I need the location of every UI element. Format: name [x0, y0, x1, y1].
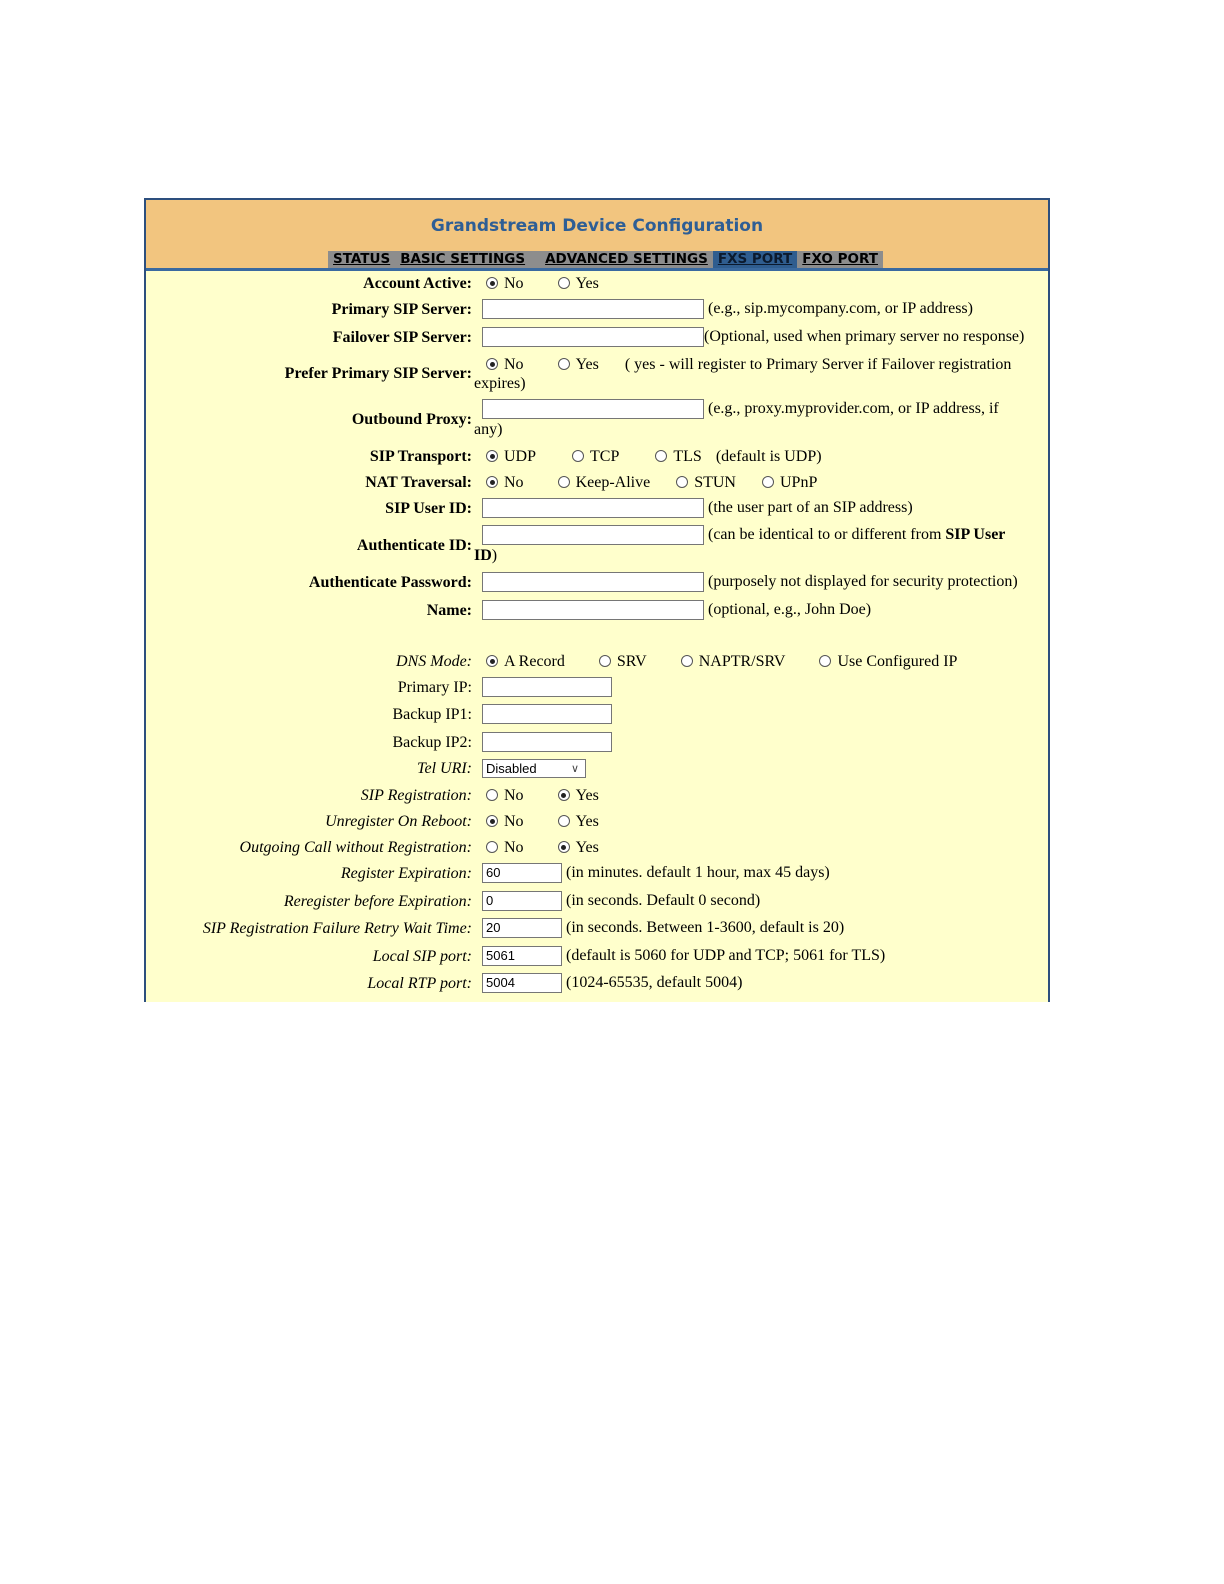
unregister-reboot-no[interactable] — [486, 813, 524, 831]
radio-icon[interactable] — [486, 277, 498, 289]
register-expiration-input[interactable]: 60 — [482, 863, 562, 883]
sip-user-id-input[interactable] — [482, 498, 704, 518]
unregister-reboot-label: Unregister On Reboot: — [325, 813, 472, 830]
radio-icon[interactable] — [558, 789, 570, 801]
name-hint: (optional, e.g., John Doe) — [708, 601, 872, 618]
option-label: Yes — [575, 356, 599, 373]
radio-icon[interactable] — [762, 476, 774, 488]
prefer-primary-hint: ( yes - will register to Primary Server if Failover registration — [624, 356, 1012, 373]
sip-user-id-control — [482, 498, 913, 518]
name-label: Name: — [426, 602, 472, 619]
authenticate-id-label: Authenticate ID: — [356, 537, 472, 554]
select-value: Disabled — [486, 761, 537, 776]
authenticate-id-control — [482, 525, 1005, 545]
option-label: TLS — [673, 448, 702, 465]
retry-wait-input[interactable]: 20 — [482, 918, 562, 938]
tel-uri-label: Tel URI: — [417, 760, 472, 777]
radio-icon[interactable] — [558, 815, 570, 827]
hint-bold-text: SIP User — [945, 526, 1006, 543]
sip-registration-label: SIP Registration: — [360, 787, 472, 804]
sip-transport-hint: (default is UDP) — [715, 448, 822, 465]
option-label: Yes — [575, 813, 599, 830]
unregister-reboot-options — [486, 813, 599, 831]
primary-sip-server-control — [482, 299, 973, 319]
register-expiration-label: Register Expiration: — [340, 865, 472, 882]
reregister-control — [482, 891, 760, 911]
outgoing-call-options — [486, 839, 599, 857]
hint-text: ) — [491, 547, 498, 564]
header-bar — [146, 200, 1048, 271]
option-label: Keep-Alive — [575, 474, 651, 491]
option-label: TCP — [590, 448, 620, 465]
outbound-proxy-hint: (e.g., proxy.myprovider.com, or IP address, if — [708, 400, 999, 417]
account-active-yes[interactable] — [558, 275, 599, 293]
outbound-proxy-label: Outbound Proxy: — [351, 411, 472, 428]
backup-ip2-label: Backup IP2: — [392, 734, 472, 751]
outgoing-call-label: Outgoing Call without Registration: — [239, 839, 472, 856]
retry-wait-control — [482, 918, 844, 938]
prefer-primary-label: Prefer Primary SIP Server: — [284, 365, 472, 382]
account-active-options — [486, 275, 599, 293]
outgoing-call-yes[interactable] — [558, 839, 599, 857]
outbound-proxy-input[interactable] — [482, 399, 704, 419]
dns-mode-options — [486, 653, 957, 671]
backup-ip1-input[interactable] — [482, 704, 612, 724]
option-label: No — [504, 356, 524, 373]
option-label: No — [504, 474, 524, 491]
hint-bold-text: ID — [474, 547, 492, 564]
prefer-primary-options — [486, 356, 1011, 374]
sip-registration-yes[interactable] — [558, 787, 599, 805]
prefer-primary-yes[interactable] — [558, 356, 599, 374]
tab-fxo-port[interactable]: FXO PORT — [802, 251, 878, 267]
primary-sip-server-label: Primary SIP Server: — [331, 301, 472, 318]
radio-icon[interactable] — [558, 358, 570, 370]
page-title: Grandstream Device Configuration — [430, 216, 764, 236]
backup-ip1-control — [482, 704, 612, 724]
reregister-input[interactable]: 0 — [482, 891, 562, 911]
radio-icon[interactable] — [486, 450, 498, 462]
register-expiration-hint: (in minutes. default 1 hour, max 45 days) — [566, 864, 830, 881]
auth-password-control — [482, 572, 1018, 592]
prefer-primary-hint-cont: expires) — [474, 375, 526, 392]
authenticate-id-hint-cont — [474, 547, 497, 565]
tab-fxs-port[interactable]: FXS PORT — [713, 251, 797, 268]
backup-ip2-input[interactable] — [482, 732, 612, 752]
radio-icon[interactable] — [486, 789, 498, 801]
failover-sip-server-input[interactable] — [482, 327, 704, 347]
radio-icon[interactable] — [676, 476, 688, 488]
nat-traversal-no[interactable] — [486, 474, 524, 492]
radio-icon[interactable] — [819, 655, 831, 667]
failover-sip-server-label: Failover SIP Server: — [332, 329, 472, 346]
sip-transport-tcp[interactable] — [572, 448, 619, 466]
backup-ip1-label: Backup IP1: — [392, 706, 472, 723]
outbound-proxy-hint-cont: any) — [474, 421, 503, 438]
radio-icon[interactable] — [486, 841, 498, 853]
radio-icon[interactable] — [558, 841, 570, 853]
auth-password-hint: (purposely not displayed for security protection) — [708, 573, 1018, 590]
outgoing-call-no[interactable] — [486, 839, 524, 857]
name-control — [482, 600, 871, 620]
radio-icon[interactable] — [681, 655, 693, 667]
hint-text: (can be identical to or different from — [708, 526, 946, 543]
option-label: NAPTR/SRV — [698, 653, 786, 670]
primary-sip-server-input[interactable] — [482, 299, 704, 319]
chevron-down-icon: ∨ — [570, 763, 579, 775]
option-label: No — [504, 839, 524, 856]
option-label: UDP — [504, 448, 537, 465]
prefer-primary-no[interactable] — [486, 356, 524, 374]
tab-status[interactable]: STATUS — [333, 251, 391, 267]
option-label: UPnP — [779, 474, 818, 491]
sip-user-id-label: SIP User ID: — [385, 500, 472, 517]
account-active-label: Account Active: — [363, 275, 472, 292]
option-label: SRV — [616, 653, 647, 670]
nat-traversal-upnp[interactable] — [762, 474, 817, 492]
radio-icon[interactable] — [486, 358, 498, 370]
dns-mode-srv[interactable] — [599, 653, 647, 671]
sip-registration-options — [486, 787, 599, 805]
name-input[interactable] — [482, 600, 704, 620]
primary-sip-server-hint: (e.g., sip.mycompany.com, or IP address) — [708, 300, 973, 317]
radio-icon[interactable] — [558, 277, 570, 289]
radio-icon[interactable] — [486, 476, 498, 488]
local-sip-port-label: Local SIP port: — [372, 948, 472, 965]
radio-icon[interactable] — [655, 450, 667, 462]
nat-traversal-label: NAT Traversal: — [365, 474, 472, 491]
dns-mode-use-configured-ip[interactable] — [819, 653, 957, 671]
register-expiration-control — [482, 863, 830, 883]
auth-password-input[interactable] — [482, 572, 704, 592]
primary-ip-input[interactable] — [482, 677, 612, 697]
authenticate-id-hint — [708, 526, 1005, 544]
option-label: STUN — [694, 474, 736, 491]
option-label: Yes — [575, 839, 599, 856]
nat-traversal-keep-alive[interactable] — [558, 474, 651, 492]
failover-sip-server-control — [482, 327, 1024, 347]
nat-traversal-options — [486, 474, 817, 492]
dns-mode-label: DNS Mode: — [396, 653, 472, 670]
config-panel — [144, 198, 1050, 1002]
dns-mode-naptr-srv[interactable] — [681, 653, 786, 671]
radio-icon[interactable] — [599, 655, 611, 667]
local-rtp-port-hint: (1024-65535, default 5004) — [566, 974, 743, 991]
authenticate-id-input[interactable] — [482, 525, 704, 545]
outbound-proxy-control — [482, 399, 999, 419]
option-label: Yes — [575, 275, 599, 292]
primary-ip-label: Primary IP: — [397, 679, 472, 696]
tel-uri-select[interactable] — [482, 759, 586, 778]
radio-icon[interactable] — [486, 655, 498, 667]
local-rtp-port-label: Local RTP port: — [367, 975, 472, 992]
radio-icon[interactable] — [486, 815, 498, 827]
retry-wait-label: SIP Registration Failure Retry Wait Time: — [202, 920, 472, 937]
account-active-no[interactable] — [486, 275, 524, 293]
option-label: A Record — [504, 653, 565, 670]
local-rtp-port-input[interactable]: 5004 — [482, 973, 562, 993]
failover-sip-server-hint: (Optional, used when primary server no response) — [704, 328, 1025, 345]
unregister-reboot-yes[interactable] — [558, 813, 599, 831]
sip-registration-no[interactable] — [486, 787, 524, 805]
dns-mode-a-record[interactable] — [486, 653, 565, 671]
local-rtp-port-control — [482, 973, 742, 993]
local-sip-port-hint: (default is 5060 for UDP and TCP; 5061 for TLS) — [566, 947, 886, 964]
option-label: Yes — [575, 787, 599, 804]
tel-uri-control — [482, 759, 586, 778]
tab-basic-settings[interactable]: BASIC SETTINGS — [400, 251, 526, 267]
sip-transport-udp[interactable] — [486, 448, 536, 466]
auth-password-label: Authenticate Password: — [308, 574, 472, 591]
radio-icon[interactable] — [558, 476, 570, 488]
tab-bar — [328, 251, 883, 268]
primary-ip-control — [482, 677, 612, 697]
retry-wait-hint: (in seconds. Between 1-3600, default is 20) — [566, 919, 845, 936]
local-sip-port-control — [482, 946, 885, 966]
sip-user-id-hint: (the user part of an SIP address) — [708, 499, 913, 516]
reregister-hint: (in seconds. Default 0 second) — [566, 892, 761, 909]
option-label: No — [504, 275, 524, 292]
radio-icon[interactable] — [572, 450, 584, 462]
reregister-label: Reregister before Expiration: — [283, 893, 472, 910]
local-sip-port-input[interactable]: 5061 — [482, 946, 562, 966]
option-label: No — [504, 787, 524, 804]
nat-traversal-stun[interactable] — [676, 474, 736, 492]
backup-ip2-control — [482, 732, 612, 752]
tab-advanced-settings[interactable]: ADVANCED SETTINGS — [545, 251, 708, 267]
sip-transport-tls[interactable] — [655, 448, 701, 466]
option-label: No — [504, 813, 524, 830]
sip-transport-options — [486, 448, 822, 466]
sip-transport-label: SIP Transport: — [369, 448, 472, 465]
option-label: Use Configured IP — [837, 653, 958, 670]
